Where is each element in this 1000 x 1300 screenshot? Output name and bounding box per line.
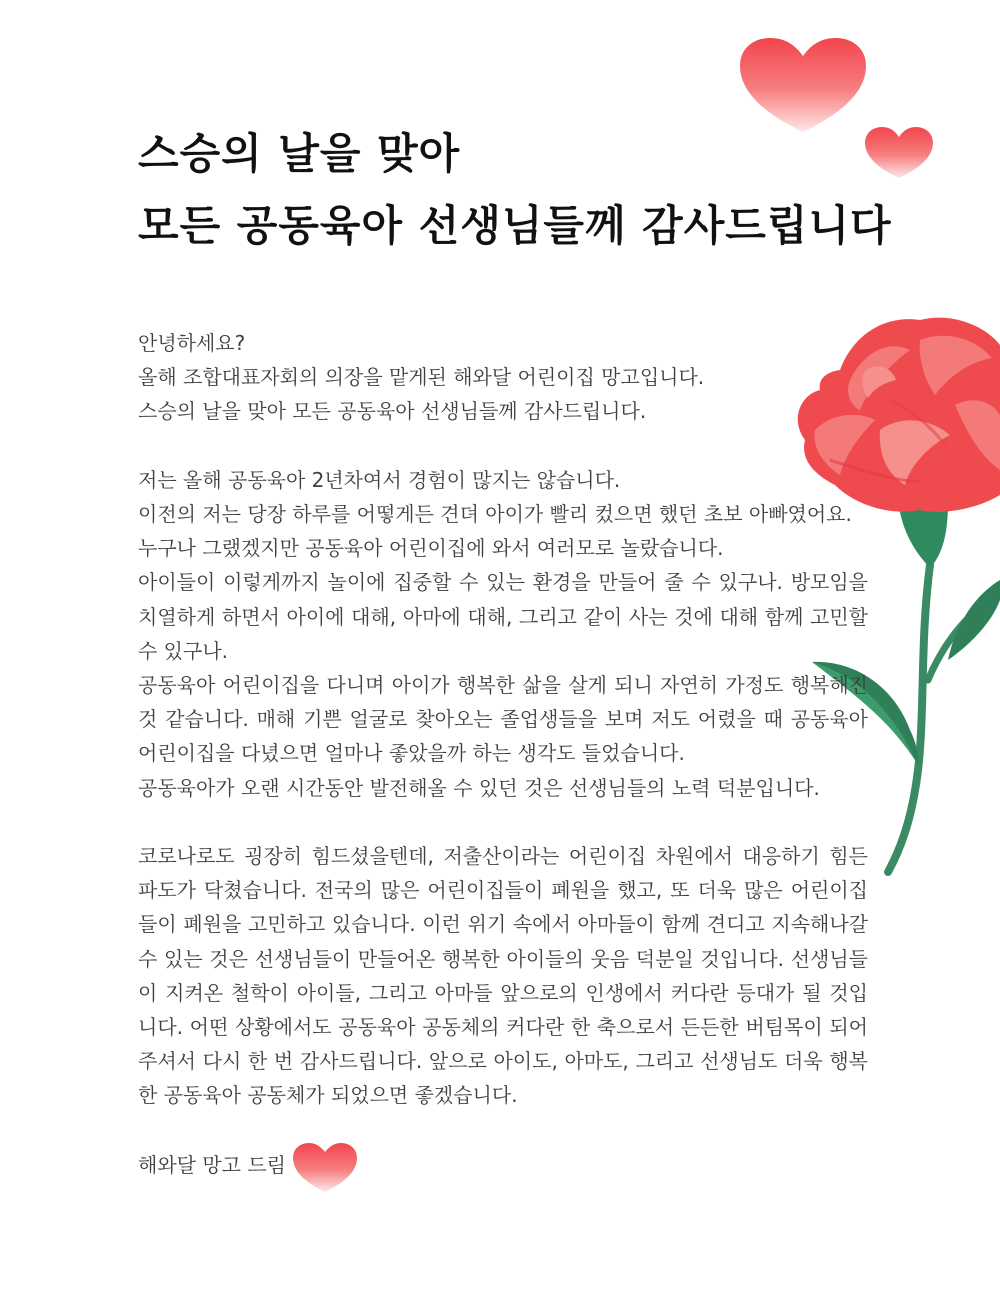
paragraph-line: 공동육아 어린이집을 다니며 아이가 행복한 삶을 살게 되니 자연히 가정도 행복해진 것 같습니다. 매해 기쁜 얼굴로 찾아오는 졸업생들을 보며 저도 어렸을 때 공동육아 어린이집을 다녔으면 얼마나 좋았을까 하는 생각도 들었습니다. xyxy=(138,673,868,766)
intro-line: 올해 조합대표자회의 의장을 맡게된 해와달 어린이집 망고입니다. xyxy=(138,365,705,390)
signature-row xyxy=(138,1148,286,1182)
letter-body xyxy=(138,326,868,1113)
closing-paragraph: 코로나로도 굉장히 힘드셨을텐데, 저출산이라는 어린이집 차원에서 대응하기 힘든 파도가 닥쳤습니다. 전국의 많은 어린이집들이 폐원을 했고, 또 더욱 많은 어린이집들이 폐원을 고민하고 있습니다. 이런 위기 속에서 아마들이 함께 견디고 지속해나갈 수 있는 것은 선생님들이 만들어온 행복한 아이들의 웃음 덕분일 것입니다. 선생님들이 지켜온 철학이 아이들, 그리고 아마들 앞으로의 인생에서 커다란 등대가 될 것입니다. 어떤 상황에서도 공동육아 공동체의 커다란 한 축으로서 든든한 버팀목이 되어주셔서 다시 한 번 감사드립니다. 앞으로 아이도, 아마도, 그리고 선생님도 더욱 행복한 공동육아 공동체가 되었으면 좋겠습니다. xyxy=(138,844,868,1108)
paragraph-line: 누구나 그랬겠지만 공동육아 어린이집에 와서 여러모로 놀랐습니다. xyxy=(138,536,724,561)
heart-icon-signature xyxy=(292,1142,358,1194)
paragraph-gap xyxy=(138,429,868,463)
thanks-line: 스승의 날을 맞아 모든 공동육아 선생님들께 감사드립니다. xyxy=(138,399,647,424)
page-title xyxy=(138,118,892,262)
title-line-1: 스승의 날을 맞아 xyxy=(138,129,461,178)
paragraph-line: 공동육아가 오랜 시간동안 발전해올 수 있던 것은 선생님들의 노력 덕분입니다. xyxy=(138,775,820,800)
paragraph-line: 아이들이 이렇게까지 놀이에 집중할 수 있는 환경을 만들어 줄 수 있구나. 방모임을 치열하게 하면서 아이에 대해, 아마에 대해, 그리고 같이 사는 것에 대해 함께 고민할 수 있구나. xyxy=(138,570,868,663)
paragraph-gap xyxy=(138,805,868,839)
paragraph-line: 이전의 저는 당장 하루를 어떻게든 견뎌 아이가 빨리 컸으면 했던 초보 아빠였어요. xyxy=(138,502,852,526)
paragraph-line: 저는 올해 공동육아 2년차여서 경험이 많지는 않습니다. xyxy=(138,467,621,492)
signature: 해와달 망고 드림 xyxy=(138,1153,286,1177)
title-line-2: 모든 공동육아 선생님들께 감사드립니다 xyxy=(138,201,892,250)
greeting-line: 안녕하세요? xyxy=(138,331,246,355)
